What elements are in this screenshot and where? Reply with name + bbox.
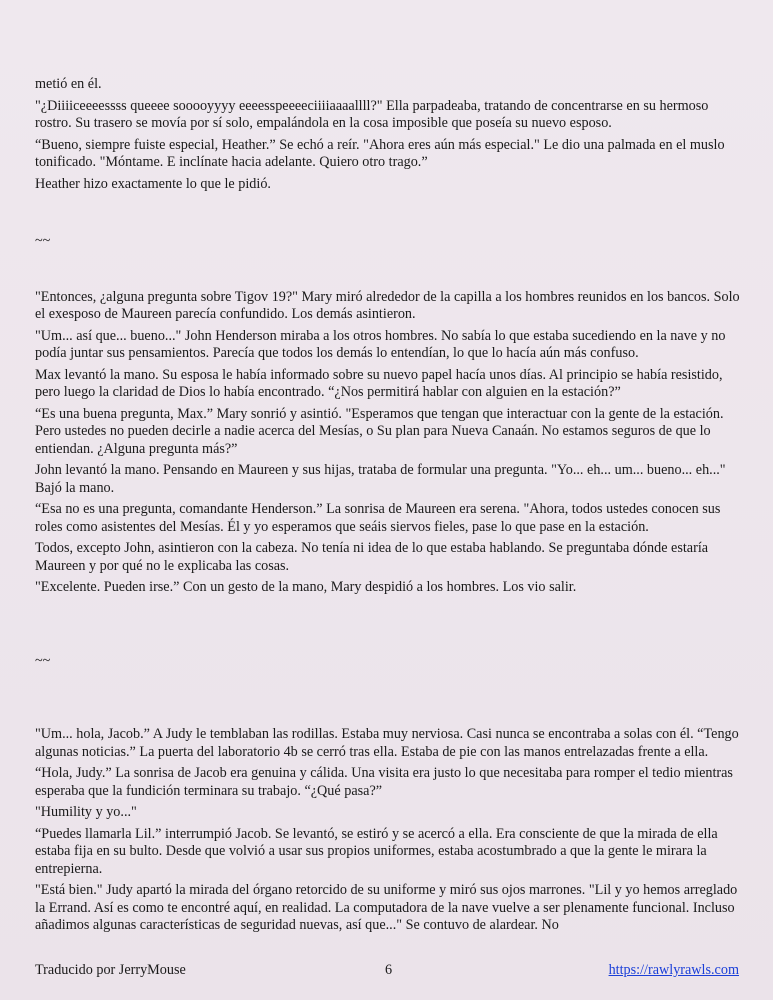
paragraph: Todos, excepto John, asintieron con la cabeza. No tenía ni idea de lo que estaba hablando. Se preguntaba dónde estaría Maureen y por qué no le explicaba las cosas. [35,540,709,574]
paragraph: "Entonces, ¿alguna pregunta sobre Tigov 19?" Mary miró alrededor de la capilla a los hombres reunidos en los bancos. Solo el exesposo de Maureen parecía confundido. Los demás asintieron. [35,288,740,322]
page-number: 6 [385,962,393,978]
paragraph: “Es una buena pregunta, Max.” Mary sonrió y asintió. "Esperamos que tengan que interactuar con la gente de la estación. Pero ustedes no pueden decirle a nadie acerca del Mesías, o Su plan para Nueva Canaán. No estamos seguros de que lo entiendan. ¿Alguna pregunta más?” [35,405,724,457]
paragraph: “Puedes llamarla Lil.” interrumpió Jacob. Se levantó, se estiró y se acercó a ella. Era consciente de que la mirada de ella estaba fija en su bulto. Desde que volvió a usar sus propios uniformes, estaba acostumbrado a que la gente le mirara la entrepierna. [35,825,718,877]
paragraph: "Está bien." Judy apartó la mirada del órgano retorcido de su uniforme y miró sus ojos marrones. "Lil y yo hemos arreglado la Errand. Así es como te encontré aquí, en realidad. La computadora de la nave vuelve a ser plenamente funcional. Incluso añadimos algunas características de seguridad nuevas, así que..." Se contuvo de alardear. No [35,882,738,933]
paragraph: John levantó la mano. Pensando en Maureen y sus hijas, trataba de formular una pregunta. "Yo... eh... um... bueno... eh..." Bajó la mano. [35,462,726,496]
paragraph: "¿Diiiiceeeessss queeee sooooyyyy eeeesspeeeeciiiiaaaallll?" Ella parpadeaba, tratando de concentrarse en su hermoso rostro. Su trasero se movía por sí solo, empalándola en la cosa imposible que poseía su nuevo esposo. [35,97,709,131]
scene-separator: ~~ [35,233,51,249]
paragraph: "Um... hola, Jacob.” A Judy le temblaban las rodillas. Estaba muy nerviosa. Casi nunca se encontraba a solas con él. “Tengo algunas noticias.” La puerta del laboratorio 4b se cerró tras ella. Estaba de pie con las manos entrelazadas frente a ella. [35,726,739,760]
paragraph: “Esa no es una pregunta, comandante Henderson.” La sonrisa de Maureen era serena. "Ahora, todos ustedes conocen sus roles como asistentes del Mesías. Él y yo esperamos que seáis siervos fieles, pase lo que pase en la estación. [35,501,721,535]
paragraph: "Um... así que... bueno..." John Henderson miraba a los otros hombres. No sabía lo que estaba sucediendo en la nave y no podía juntar sus pensamientos. Parecía que todos los demás lo entendían, lo que lo hacía aún más confuso. [35,327,726,361]
translator-credit: Traducido por JerryMouse [35,962,186,978]
scene-separator: ~~ [35,652,51,669]
paragraph: metió en él. [35,76,102,92]
body-text [35,76,740,939]
paragraph: Max levantó la mano. Su esposa le había informado sobre su nuevo papel hacía unos días. Al principio se había resistido, pero luego la claridad de Dios lo había encontrado. “¿Nos permitirá hablar con alguien en la estación?” [35,366,723,400]
page-footer [35,961,739,979]
paragraph: “Bueno, siempre fuiste especial, Heather.” Se echó a reír. "Ahora eres aún más especial." Le dio una palmada en el muslo tonificado. "Móntame. E inclínate hacia adelante. Quiero otro trago.” [35,136,725,170]
paragraph: "Excelente. Pueden irse.” Con un gesto de la mano, Mary despidió a los hombres. Los vio salir. [35,579,577,595]
paragraph: “Hola, Judy.” La sonrisa de Jacob era genuina y cálida. Una visita era justo lo que necesitaba para romper el tedio mientras esperaba que la fundición terminara su trabajo. “¿Qué pasa?” [35,765,733,799]
paragraph: "Humility y yo..." [35,804,137,820]
website-link[interactable]: https://rawlyrawls.com [608,962,739,978]
paragraph: Heather hizo exactamente lo que le pidió. [35,175,271,192]
